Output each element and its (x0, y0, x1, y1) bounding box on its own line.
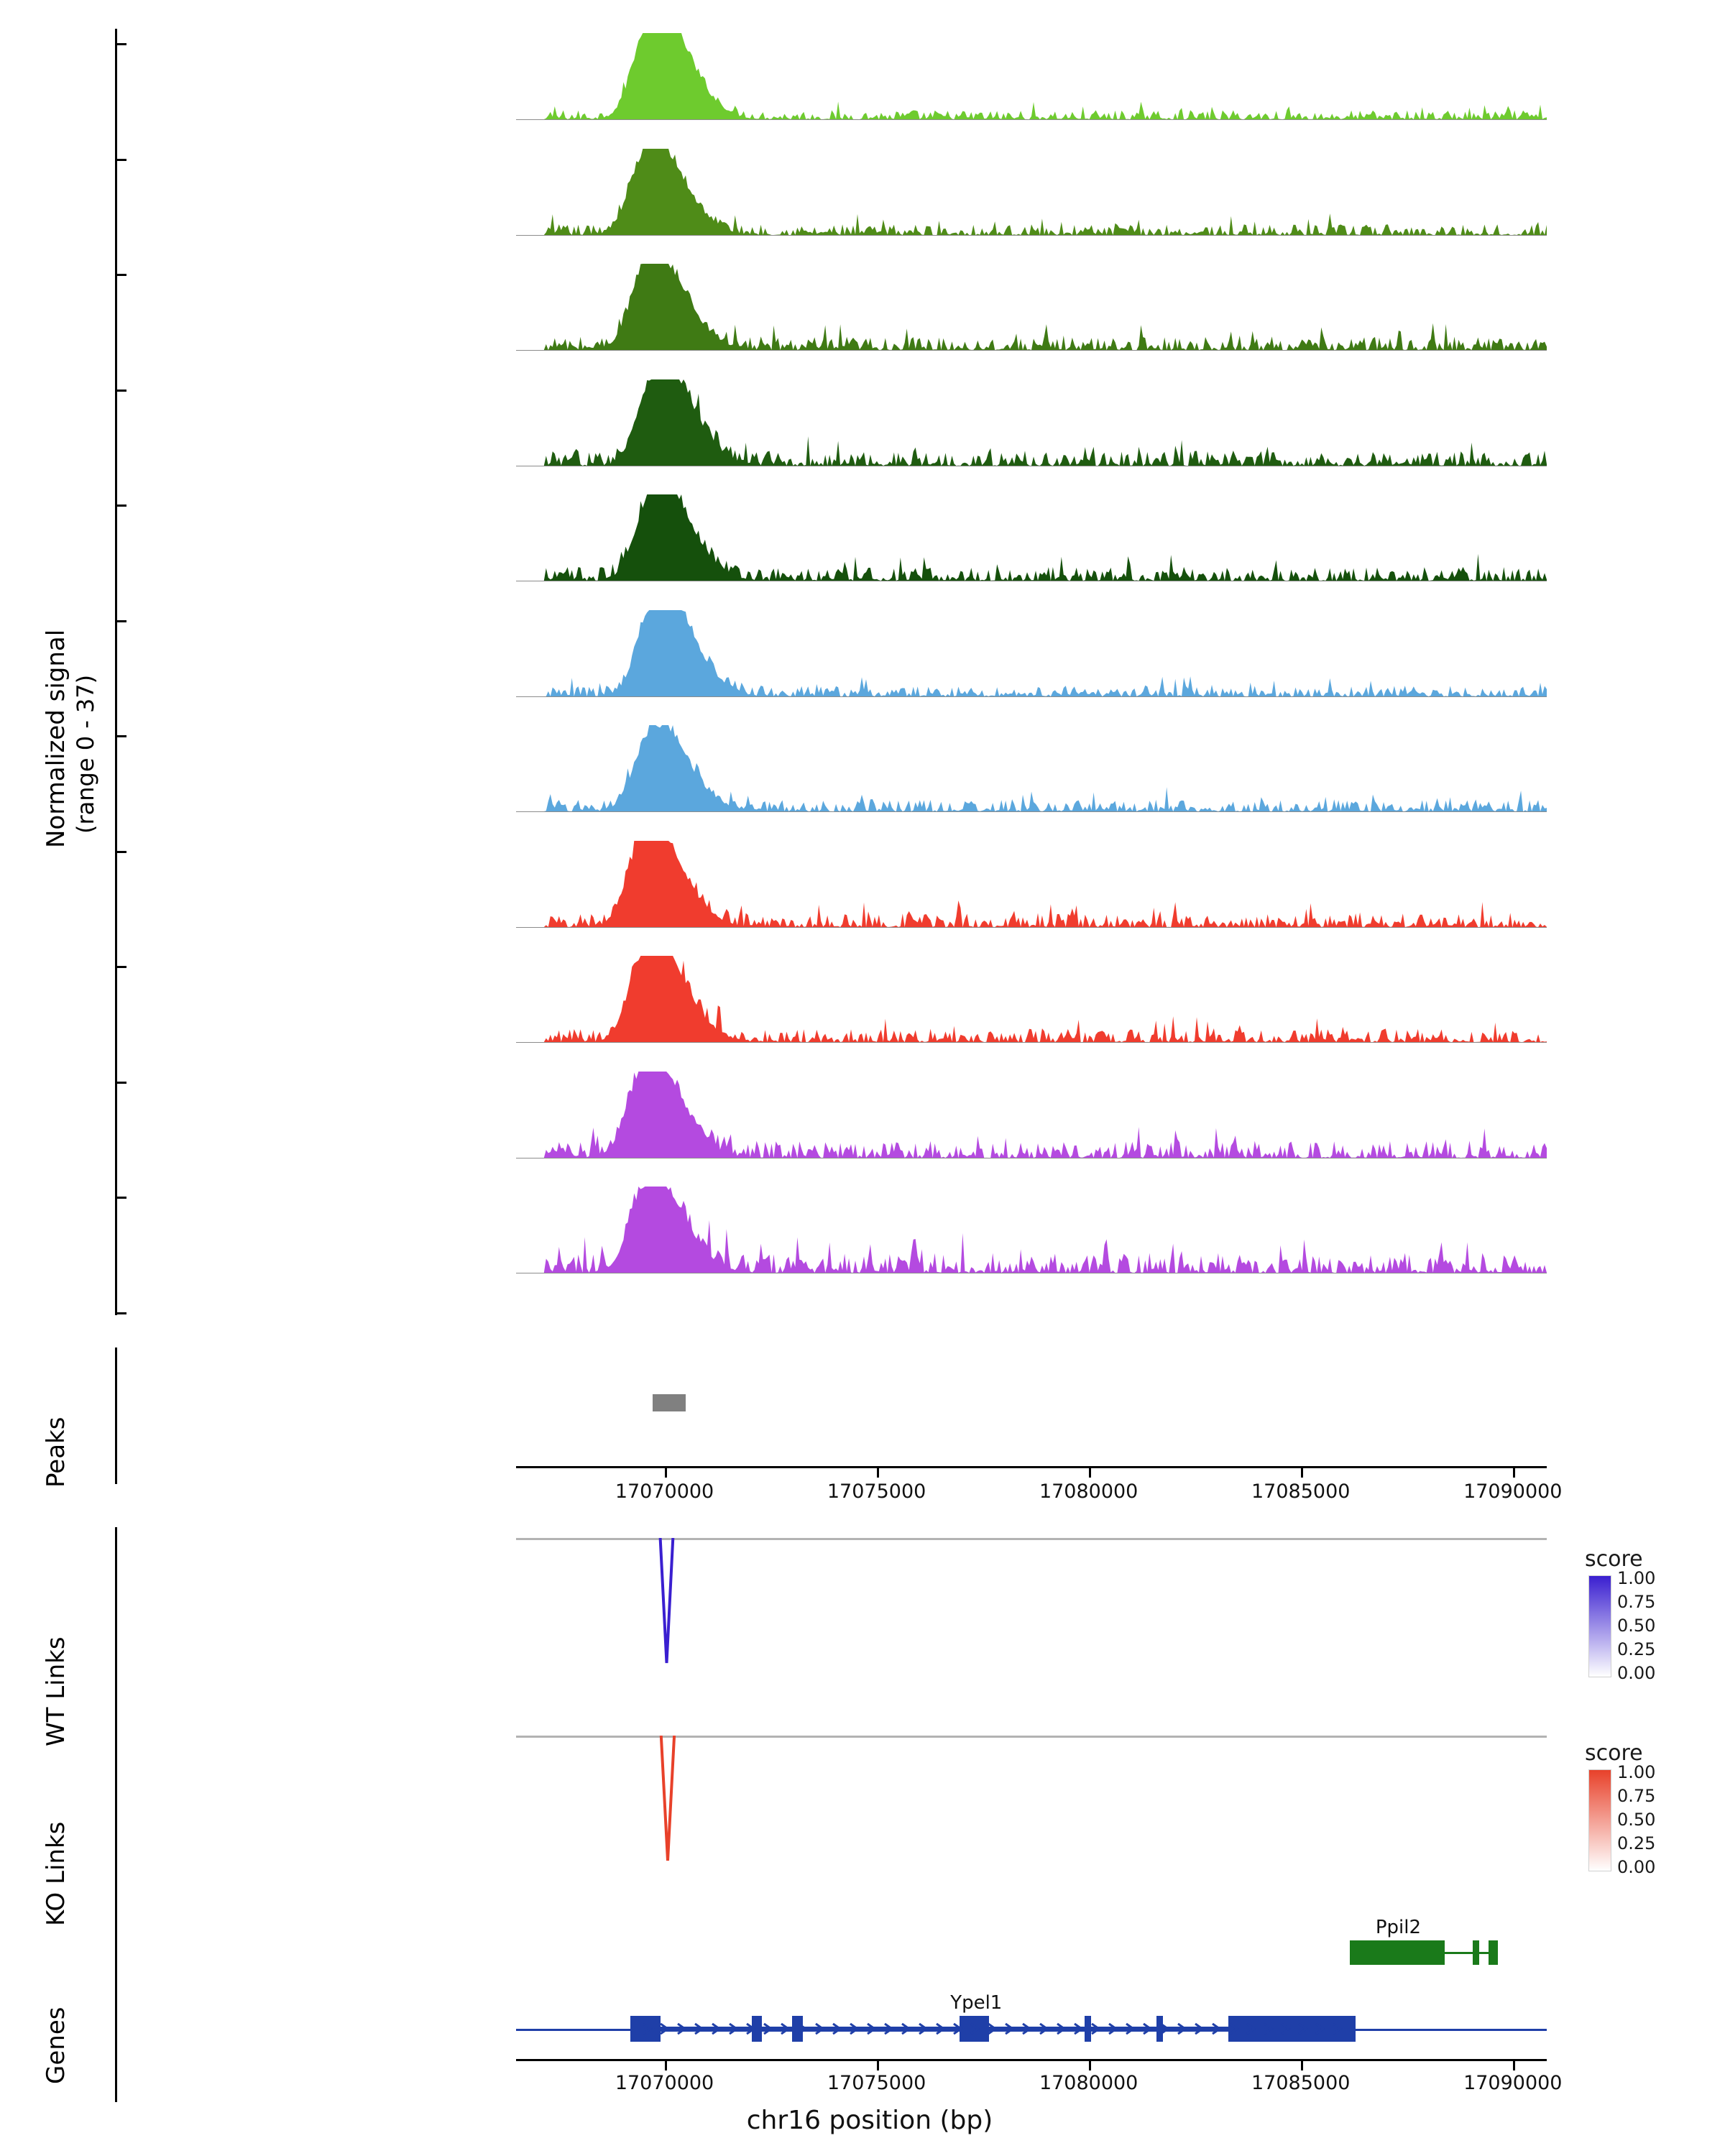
track-title-ko-links-text: KO Links (42, 1821, 70, 1926)
coverage-signal (516, 841, 1547, 927)
track-title-genes (42, 2007, 70, 2084)
signal-axis-tick (115, 390, 126, 392)
ko-links-legend-tick-label: 1.00 (1617, 1762, 1656, 1782)
coverage-signal (516, 149, 1547, 235)
x-axis-tick-label: 17085000 (1251, 1480, 1351, 1503)
peaks-axis-spine (115, 1348, 117, 1484)
coverage-baseline (516, 811, 1547, 812)
x-axis-tick (877, 2061, 879, 2070)
peak-region (653, 1394, 686, 1411)
x-axis-tick-label: 17090000 (1463, 2072, 1563, 2094)
gene-label-ppil2: Ppil2 (1375, 1917, 1422, 1938)
x-axis-tick (1089, 1468, 1091, 1478)
gene-strand-arrows (630, 2016, 1356, 2042)
wt-links-axis-spine (115, 1527, 117, 1736)
x-axis-tick-label: 17075000 (827, 1480, 926, 1503)
signal-axis-tick (115, 735, 126, 737)
track-title-wt-links (42, 1636, 70, 1746)
track-title-ko-links (42, 1822, 70, 1926)
x-axis-line (516, 2059, 1547, 2061)
ko-links-axis-spine (115, 1725, 117, 1933)
x-axis-tick-label: 17090000 (1463, 1480, 1563, 1503)
signal-axis-tick (115, 851, 126, 853)
link-arcs (516, 1538, 1547, 1667)
signal-axis-tick (115, 159, 126, 161)
link-arcs (516, 1736, 1547, 1865)
x-axis-title: chr16 position (bp) (746, 2106, 993, 2135)
x-axis-tick (877, 1468, 879, 1478)
signal-axis-tick (115, 1312, 126, 1314)
wt-links-legend-colorbar (1588, 1575, 1611, 1677)
x-axis-tick-label: 17070000 (615, 2072, 714, 2094)
coverage-baseline (516, 235, 1547, 236)
y-axis-subtitle-text: (range 0 - 37) (72, 674, 99, 834)
gene-exon-ppil2 (1489, 1940, 1499, 1965)
coverage-signal (516, 1072, 1547, 1158)
wt-links-legend-tick-label: 0.00 (1617, 1663, 1656, 1683)
coverage-signal (516, 956, 1547, 1042)
signal-axis-tick (115, 620, 126, 622)
coverage-signal (516, 725, 1547, 811)
signal-axis-tick (115, 1082, 126, 1084)
signal-axis-tick (115, 966, 126, 968)
y-axis-title-line1: Normalized signal (42, 629, 70, 848)
wt-links-legend-title: score (1585, 1547, 1643, 1572)
coverage-signal (516, 494, 1547, 581)
x-axis-tick-label: 17075000 (827, 2072, 926, 2094)
coverage-signal (516, 264, 1547, 350)
gene-label-ypel1: Ypel1 (950, 1992, 1003, 2014)
x-axis-tick (665, 2061, 667, 2070)
x-axis-tick (1513, 1468, 1515, 1478)
signal-axis-tick (115, 1197, 126, 1199)
x-axis-tick (1301, 2061, 1303, 2070)
wt-links-legend-tick-label: 1.00 (1617, 1568, 1656, 1588)
coverage-signal (516, 610, 1547, 696)
coverage-signal (516, 1187, 1547, 1273)
coverage-baseline (516, 350, 1547, 351)
track-title-peaks-text: Peaks (42, 1416, 70, 1488)
gene-exon-ppil2 (1350, 1940, 1445, 1965)
wt-links-legend-tick-label: 0.50 (1617, 1616, 1656, 1636)
ko-links-legend-title: score (1585, 1741, 1643, 1766)
signal-axis-tick (115, 43, 126, 45)
coverage-signal (516, 379, 1547, 466)
coverage-baseline (516, 696, 1547, 697)
coverage-baseline (516, 119, 1547, 120)
x-axis-line (516, 1466, 1547, 1468)
x-axis-tick (665, 1468, 667, 1478)
x-axis-tick (1301, 1468, 1303, 1478)
ko-links-legend-tick-label: 0.25 (1617, 1833, 1656, 1853)
x-axis-tick-label: 17070000 (615, 1480, 714, 1503)
y-axis-subtitle-range (72, 675, 99, 834)
signal-axis-tick (115, 505, 126, 507)
x-axis-tick-label: 17085000 (1251, 2072, 1351, 2094)
track-title-wt-links-text: WT Links (42, 1636, 70, 1746)
wt-links-legend-tick-label: 0.25 (1617, 1639, 1656, 1659)
coverage-baseline (516, 1042, 1547, 1043)
x-axis-tick-label: 17080000 (1039, 1480, 1138, 1503)
x-axis-tick (1089, 2061, 1091, 2070)
coverage-baseline (516, 927, 1547, 928)
ko-links-legend-tick-label: 0.00 (1617, 1857, 1656, 1877)
x-axis-tick (1513, 2061, 1515, 2070)
ko-links-legend-tick-label: 0.75 (1617, 1786, 1656, 1806)
x-axis-tick-label: 17080000 (1039, 2072, 1138, 2094)
track-title-genes-text: Genes (42, 2007, 70, 2084)
signal-axis-spine (115, 29, 117, 1315)
y-axis-title-signal (42, 630, 70, 848)
coverage-signal (516, 33, 1547, 119)
wt-links-legend-tick-label: 0.75 (1617, 1592, 1656, 1612)
gene-exon-ppil2 (1473, 1940, 1479, 1965)
track-title-peaks (42, 1417, 70, 1488)
genes-axis-spine (115, 1912, 117, 2102)
signal-axis-tick (115, 274, 126, 276)
ko-links-legend-colorbar (1588, 1769, 1611, 1871)
ko-links-legend-tick-label: 0.50 (1617, 1810, 1656, 1830)
